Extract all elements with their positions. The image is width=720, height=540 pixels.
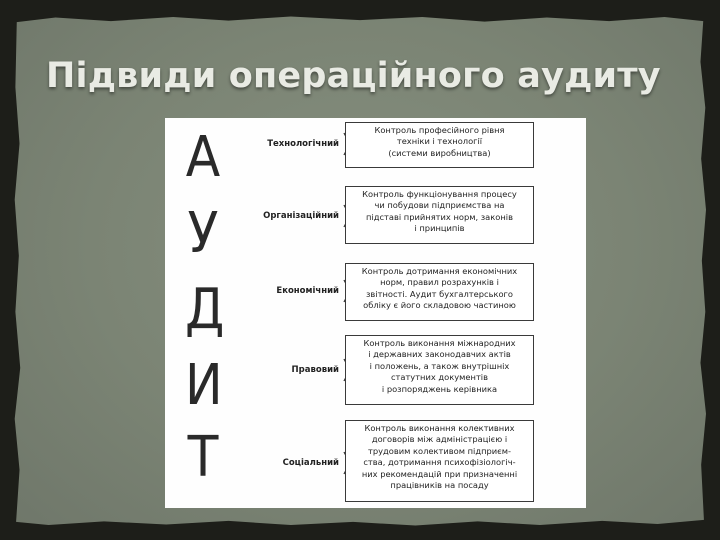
letter-u: У bbox=[187, 201, 219, 266]
audit-diagram bbox=[165, 118, 586, 508]
box-line: норм, правил розрахунків і bbox=[380, 277, 499, 288]
type-label-economic: Економічний bbox=[276, 286, 339, 296]
description-box-legal bbox=[345, 335, 534, 405]
box-line: Контроль виконання колективних bbox=[364, 423, 515, 433]
box-line: трудовим колективом підприєм- bbox=[368, 445, 511, 456]
box-line: чи побудови підприємства на bbox=[374, 200, 505, 211]
box-line: і положень, а також внутрішніх bbox=[369, 360, 510, 371]
letter-t: Т bbox=[187, 425, 219, 490]
type-label-technological: Технологічний bbox=[267, 139, 339, 149]
box-line: техніки і технології bbox=[396, 136, 483, 147]
box-line: них рекомендацій при призначенні bbox=[361, 468, 518, 479]
description-box-technological bbox=[345, 122, 534, 168]
box-line: договорів між адміністрацією і bbox=[371, 434, 508, 445]
box-line: і державних законодавчих актів bbox=[368, 349, 511, 360]
description-box-economic bbox=[345, 263, 534, 321]
box-line: Контроль виконання міжнародних bbox=[363, 338, 516, 348]
slide-title: Підвиди операційного аудиту bbox=[46, 56, 661, 96]
box-line: звітності. Аудит бухгалтерського bbox=[366, 288, 513, 299]
box-line: Контроль професійного рівня bbox=[374, 125, 505, 135]
box-line: і принципів bbox=[414, 223, 465, 234]
box-line: обліку є його складовою частиною bbox=[363, 300, 516, 311]
box-line: ства, дотримання психофізіологіч- bbox=[363, 457, 516, 468]
box-line: Контроль функціонування процесу bbox=[362, 189, 517, 199]
description-box-social bbox=[345, 420, 534, 502]
letter-y: И bbox=[185, 353, 223, 418]
letter-d: Д bbox=[185, 277, 225, 342]
type-label-organizational: Організаційний bbox=[263, 211, 339, 221]
box-line: (системи виробництва) bbox=[388, 147, 491, 158]
box-line: і розпоряджень керівника bbox=[381, 383, 498, 394]
type-label-social: Соціальний bbox=[282, 458, 339, 468]
letter-a: А bbox=[185, 125, 221, 190]
box-line: Контроль дотримання економічних bbox=[361, 266, 518, 276]
box-line: статутних документів bbox=[391, 372, 488, 383]
description-box-organizational bbox=[345, 186, 534, 244]
box-line: працівників на посаду bbox=[390, 480, 489, 491]
type-label-legal: Правовий bbox=[291, 365, 339, 375]
box-line: підставі прийнятих норм, законів bbox=[366, 211, 513, 222]
